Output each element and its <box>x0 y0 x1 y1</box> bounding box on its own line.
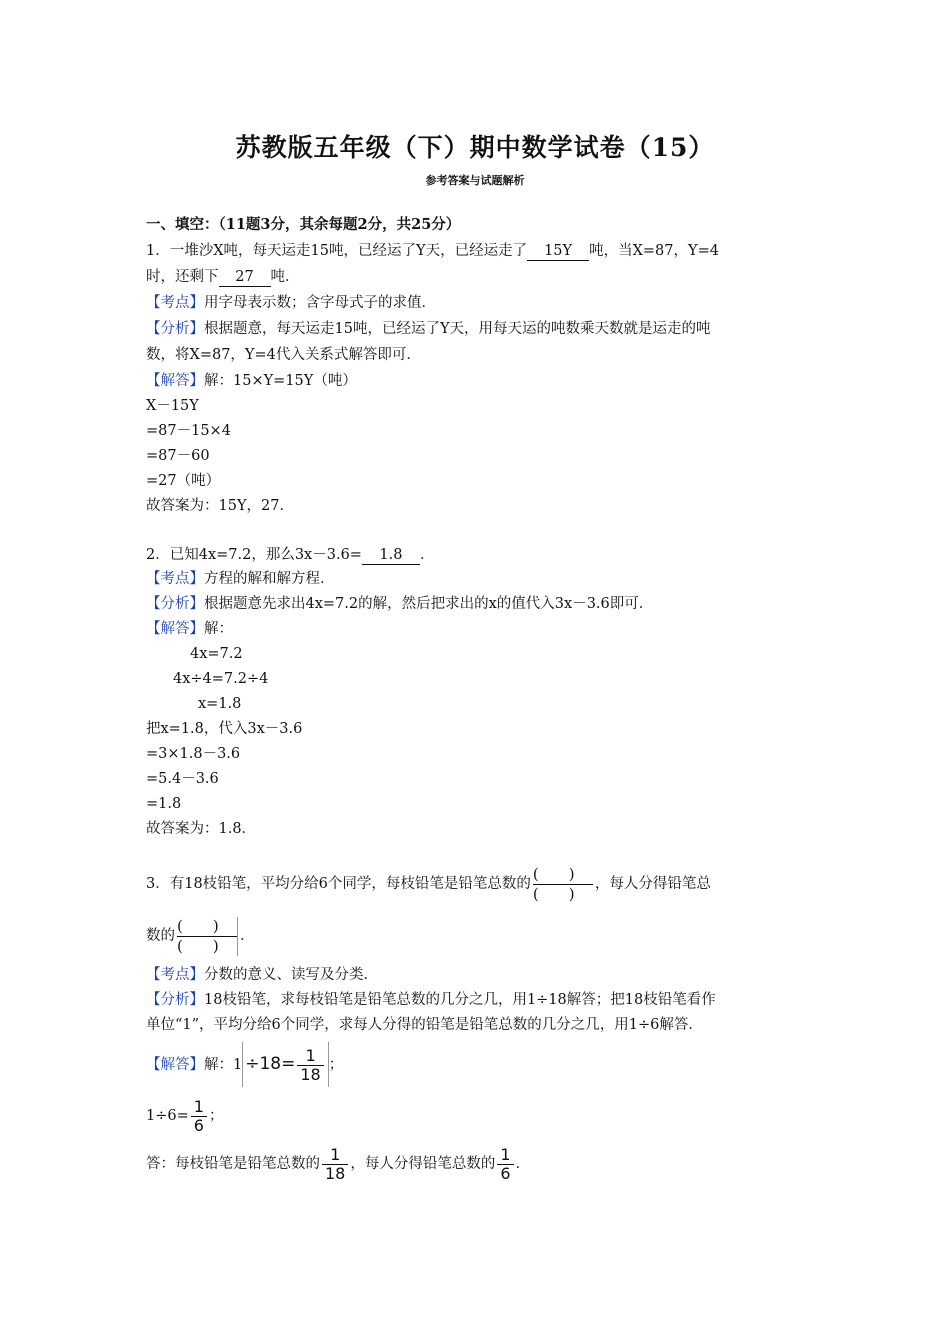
q1-blank2: 27 <box>219 268 271 287</box>
paren-top: () <box>177 916 249 935</box>
jieda-tag: 【解答】 <box>146 1057 204 1073</box>
paren-top: () <box>532 864 605 883</box>
q3-text-d: ． <box>240 928 255 944</box>
q3-answer-text-c: ． <box>515 1156 531 1172</box>
q1-text: 1．一堆沙X吨，每天运走15吨，已经运了Y天，已经运走了 <box>146 243 528 259</box>
q1-line2 <box>146 266 300 288</box>
q2-fenxi-text: 根据题意先求出4x=7.2的解，然后把求出的x的值代入3x－3.6即可． <box>204 596 654 612</box>
section-heading: 一、填空：（11题3分，其余每题2分，共25分） <box>146 216 461 233</box>
q3-text-b: ，每人分得铅笔总 <box>594 876 711 892</box>
fraction <box>322 1146 348 1183</box>
q2-step: =1.8 <box>146 796 182 812</box>
fenxi-tag: 【分析】 <box>146 992 204 1008</box>
q2-fenxi <box>146 593 653 615</box>
fraction-numerator: 1 <box>497 1146 513 1165</box>
q1-step: X－15Y <box>146 398 199 414</box>
q3-line2 <box>146 914 255 958</box>
q3-answer-text: 答：每枝铅笔是铅笔总数的 <box>146 1156 320 1172</box>
fraction-denominator: 6 <box>500 1163 511 1183</box>
q1-text-c: 时，还剩下 <box>146 269 219 285</box>
q2-kaodian-text: 方程的解和解方程． <box>204 571 335 587</box>
q1-fenxi-text: 根据题意，每天运走15吨，已经运了Y天，用每天运的吨数乘天数就是运走的吨 <box>204 321 711 337</box>
q2-text: 2．已知4x=7.2，那么3x－3.6= <box>146 547 362 563</box>
q2-line1 <box>146 544 434 566</box>
q3-answer-text-b: ，每人分得铅笔总数的 <box>350 1156 496 1172</box>
jieda-tag: 【解答】 <box>146 373 204 389</box>
fraction <box>191 1098 207 1135</box>
q1-text-d: 吨． <box>270 269 300 285</box>
q3-fenxi-2: 单位“1”，平均分给6个同学，求每人分得的铅笔是铅笔总数的几分之几，用1÷6解答． <box>146 1017 703 1033</box>
q1-jieda-text: 解：15×Y=15Y（吨） <box>204 373 357 389</box>
paren-fraction-blank <box>532 864 605 904</box>
q2-eq: x=1.8 <box>198 696 242 712</box>
paren-bottom: () <box>177 936 249 955</box>
q2-jieda-text: 解： <box>204 621 233 637</box>
q3-line-b <box>146 1094 223 1138</box>
paren-fraction-blank <box>177 916 249 956</box>
q3-fenxi-text: 18枝铅笔，求每枝铅笔是铅笔总数的几分之几，用1÷18解答；把18枝铅笔看作 <box>204 992 716 1008</box>
kaodian-tag: 【考点】 <box>146 295 204 311</box>
q2-eq: 4x÷4=7.2÷4 <box>173 671 269 687</box>
q1-fenxi-2: 数，将X=87，Y=4代入关系式解答即可． <box>146 347 421 363</box>
kaodian-tag: 【考点】 <box>146 571 204 587</box>
q1-blank1: 15Y <box>527 242 589 261</box>
q3-fenxi-1 <box>146 989 716 1011</box>
formula-text: ÷18= <box>245 1054 296 1074</box>
fraction-denominator: 18 <box>300 1064 321 1084</box>
fraction-denominator: 6 <box>193 1115 204 1135</box>
q3-jieda <box>146 1042 343 1087</box>
q2-step: =3×1.8－3.6 <box>146 746 241 762</box>
fenxi-tag: 【分析】 <box>146 321 204 337</box>
fenxi-tag: 【分析】 <box>146 596 204 612</box>
fraction <box>497 1146 513 1183</box>
q1-jieda <box>146 370 357 392</box>
q3-eq-text: 1÷6= <box>146 1108 189 1124</box>
paren-bottom: () <box>532 884 605 903</box>
semicolon: ； <box>208 1108 224 1124</box>
kaodian-tag: 【考点】 <box>146 967 204 983</box>
q3-jieda-text: 解：1 <box>204 1057 243 1073</box>
q1-kaodian-text: 用字母表示数；含字母式子的求值． <box>204 295 436 311</box>
q2-blank: 1.8 <box>362 546 420 565</box>
page-subtitle: 参考答案与试题解析 <box>425 174 525 187</box>
q1-line1 <box>146 240 719 262</box>
q3-answer <box>146 1142 530 1186</box>
formula-image <box>242 1042 328 1087</box>
q1-fenxi-1 <box>146 318 711 340</box>
q2-kaodian <box>146 568 335 590</box>
q2-step: 把x=1.8，代入3x－3.6 <box>146 721 303 737</box>
jieda-tag: 【解答】 <box>146 621 204 637</box>
q3-line1 <box>146 862 711 906</box>
semicolon: ； <box>328 1057 344 1073</box>
q2-answer: 故答案为：1.8． <box>146 821 257 837</box>
page-title: 苏教版五年级（下）期中数学试卷（15） <box>235 133 715 162</box>
q2-eq: 4x=7.2 <box>190 646 243 662</box>
q2-jieda <box>146 618 233 640</box>
q1-step: =27（吨） <box>146 473 221 489</box>
q2-step: =5.4－3.6 <box>146 771 219 787</box>
fraction-numerator: 1 <box>297 1047 323 1066</box>
fraction-numerator: 1 <box>322 1146 348 1165</box>
q3-kaodian <box>146 964 378 986</box>
fraction <box>297 1047 323 1084</box>
q3-kaodian-text: 分数的意义、读写及分类． <box>204 967 378 983</box>
q1-kaodian <box>146 292 436 314</box>
q1-answer: 故答案为：15Y，27． <box>146 498 294 514</box>
q3-text-c: 数的 <box>146 928 175 944</box>
q1-text-b: 吨，当X=87，Y=4 <box>589 243 719 259</box>
q3-text: 3．有18枝铅笔，平均分给6个同学，每枝铅笔是铅笔总数的 <box>146 876 531 892</box>
fraction-denominator: 18 <box>325 1163 346 1183</box>
q2-text-b: ． <box>419 547 435 563</box>
fraction-numerator: 1 <box>191 1098 207 1117</box>
q1-step: =87－15×4 <box>146 423 231 439</box>
q1-step: =87－60 <box>146 448 210 464</box>
